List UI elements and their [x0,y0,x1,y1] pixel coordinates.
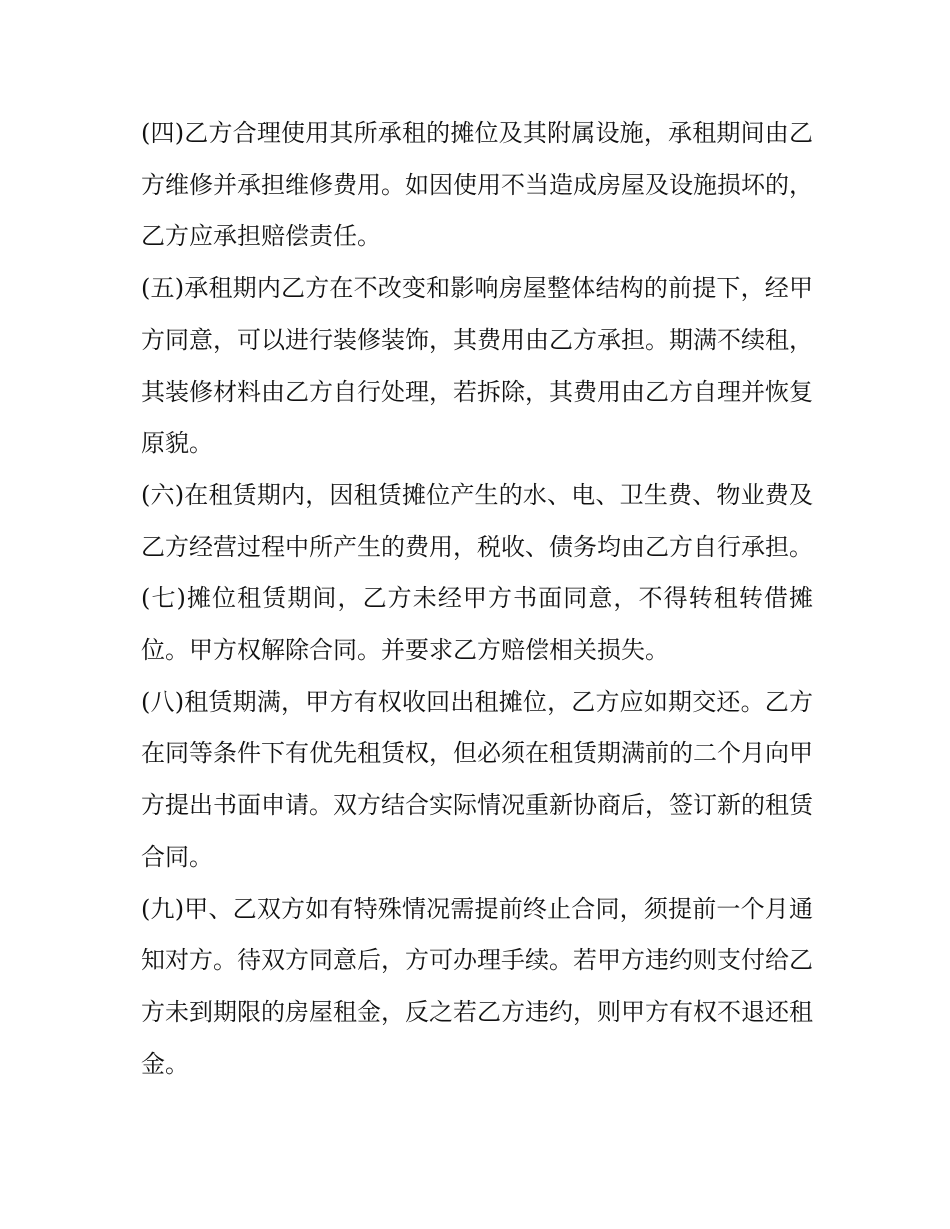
clause-8: (八)租赁期满，甲方有权收回出租摊位，乙方应如期交还。乙方在同等条件下有优先租赁权，但必须在租赁期满前的二个月向甲方提出书面申请。双方结合实际情况重新协商后，签订新的租赁合同。 [141,687,813,871]
clause-9: (九)甲、乙双方如有特殊情况需提前终止合同，须提前一个月通知对方。待双方同意后，方可办理手续。若甲方违约则支付给乙方未到期限的房屋租金，反之若乙方违约，则甲方有权不退还租金。 [141,894,813,1078]
document-page [141,108,813,1090]
clause-7: (七)摊位租赁期间，乙方未经甲方书面同意，不得转租转借摊位。甲方权解除合同。并要求乙方赔偿相关损失。 [141,584,813,665]
clause-5: (五)承租期内乙方在不改变和影响房屋整体结构的前提下，经甲方同意，可以进行装修装饰，其费用由乙方承担。期满不续租，其装修材料由乙方自行处理，若拆除，其费用由乙方自理并恢复原貌。 [141,274,813,458]
clause-6: (六)在租赁期内，因租赁摊位产生的水、电、卫生费、物业费及乙方经营过程中所产生的费用，税收、债务均由乙方自行承担。 [141,480,813,561]
clause-4: (四)乙方合理使用其所承租的摊位及其附属设施，承租期间由乙方维修并承担维修费用。如因使用不当造成房屋及设施损坏的，乙方应承担赔偿责任。 [141,119,813,251]
